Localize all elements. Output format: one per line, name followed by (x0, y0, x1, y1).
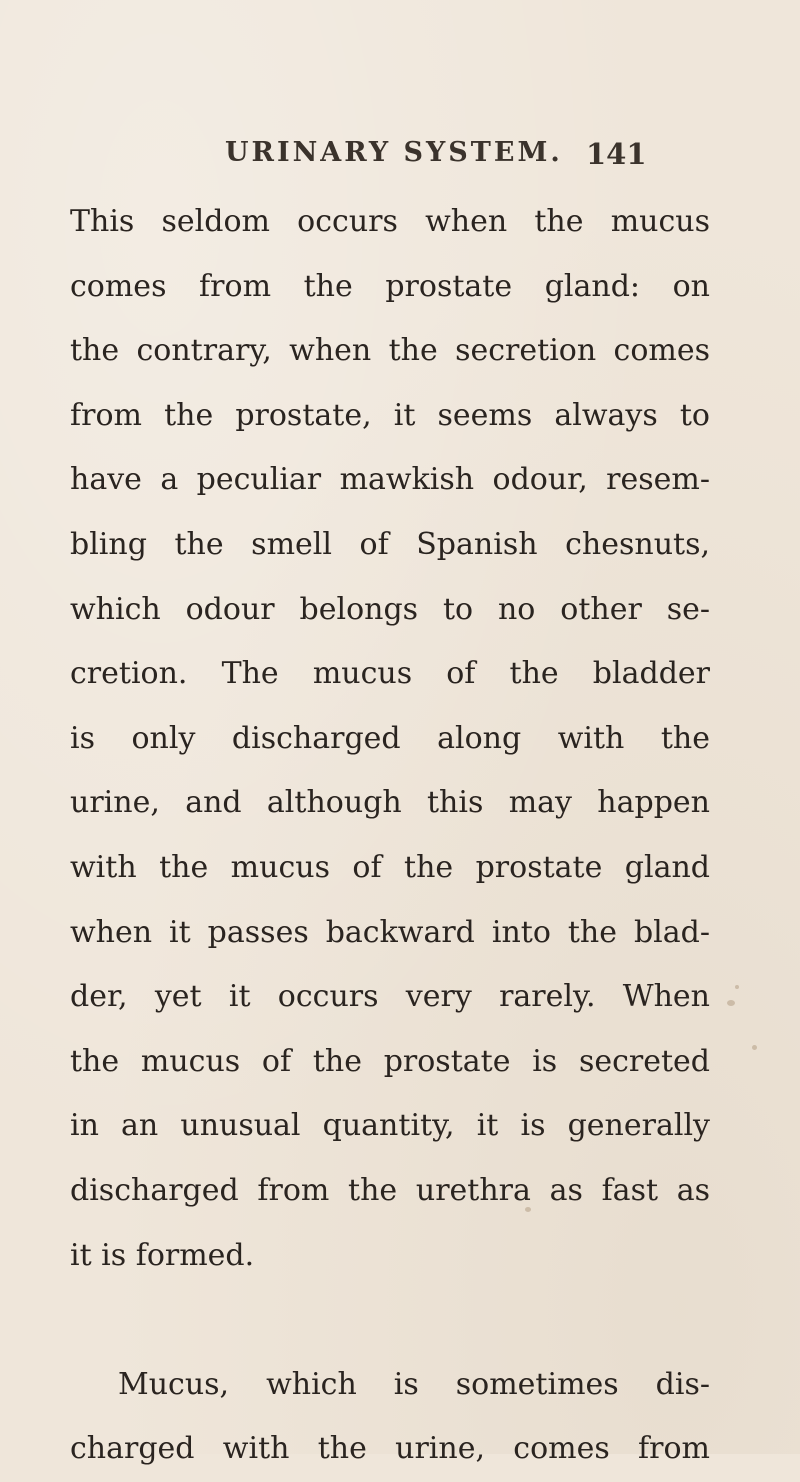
text-line: der, yet it occurs very rarely. When (70, 979, 710, 1015)
text-line: it is formed. (70, 1237, 255, 1273)
paper-speck (525, 1207, 531, 1212)
text-line: charged with the urine, comes from (70, 1431, 710, 1467)
text-line: bling the smell of Spanish chesnuts, (70, 526, 710, 562)
text-line: comes from the prostate gland: on (70, 268, 710, 304)
text-line: Mucus, which is sometimes dis- (118, 1366, 710, 1402)
page-number: 141 (586, 137, 647, 171)
text-line: when it passes backward into the blad- (70, 914, 710, 950)
text-line: cretion. The mucus of the bladder (70, 656, 710, 692)
body-text (70, 190, 710, 1482)
running-head: URINARY SYSTEM. (225, 137, 563, 168)
text-line: have a peculiar mawkish odour, resem- (70, 462, 710, 498)
text-line: discharged from the urethra as fast as (70, 1172, 710, 1208)
text-line: This seldom occurs when the mucus (70, 204, 710, 239)
paper-speck (735, 985, 739, 989)
text-line: urine, and although this may happen (70, 785, 710, 821)
text-line: is only discharged along with the (70, 720, 710, 756)
text-line: from the prostate, it seems always to (70, 397, 710, 433)
text-line: with the mucus of the prostate gland (70, 849, 710, 885)
paper-speck (727, 1000, 735, 1006)
text-line: which odour belongs to no other se- (70, 591, 710, 627)
text-line: the mucus of the prostate is secreted (70, 1043, 710, 1079)
paragraph-gap (70, 1288, 710, 1353)
paper-speck (752, 1045, 757, 1050)
page-header (225, 137, 725, 181)
text-line: in an unusual quantity, it is generally (70, 1108, 710, 1144)
text-line: the contrary, when the secretion comes (70, 333, 710, 369)
